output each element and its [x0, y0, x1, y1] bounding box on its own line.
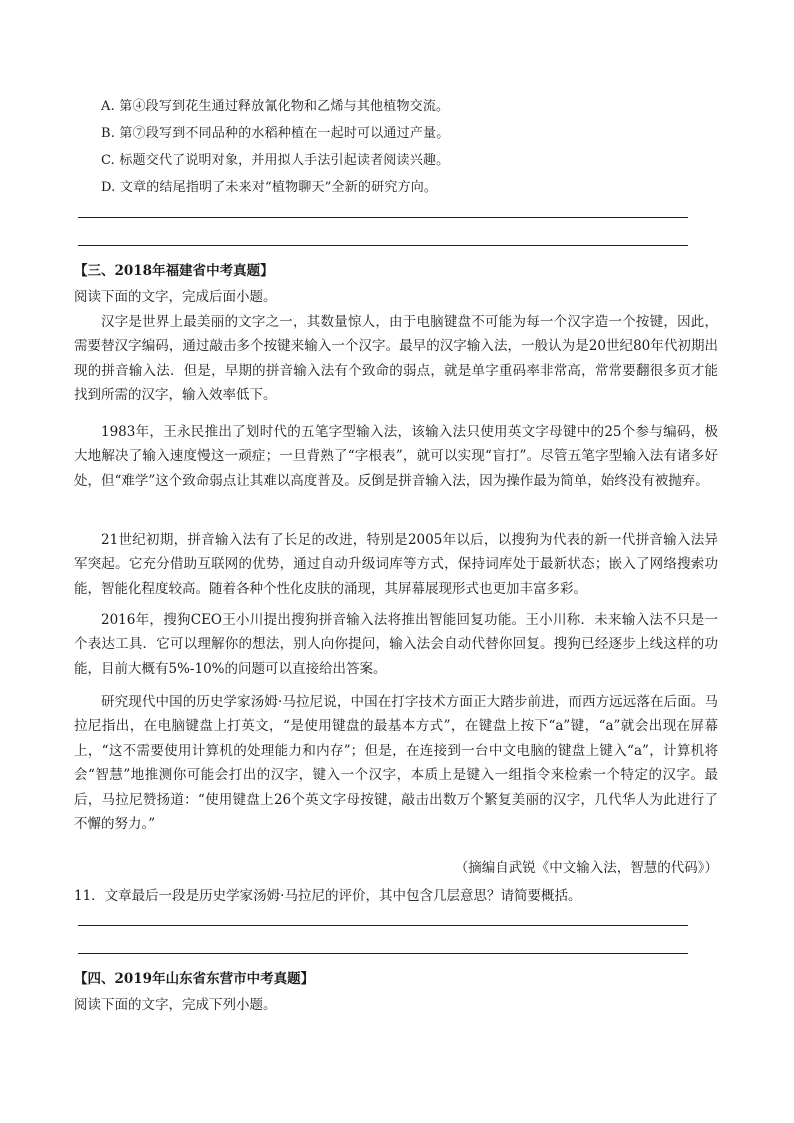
option-a: A. 第④段写到花生通过释放氰化物和乙烯与其他植物交流。 — [101, 99, 450, 114]
paragraph: 汉字是世界上最美丽的文字之一，其数量惊人，由于电脑键盘不可能为每一个汉字造一个按键，因此，需要替汉字编码，通过敲击多个按键来输入一个汉字。最早的汉字输入法，一般认为是20世纪80年代初期出现的拼音输入法．但是，早期的拼音输入法有个致命的弱点，就是单字重码率非常高，常常要翻很多页才能找到所需的汉字，输入效率低下。 — [74, 314, 718, 404]
option-b: B. 第⑦段写到不同品种的水稻种植在一起时可以通过产量。 — [101, 126, 450, 141]
answer-line — [78, 217, 688, 218]
question-11: 11．文章最后一段是历史学家汤姆·马拉尼的评价，其中包含几层意思？请简要概括。 — [74, 888, 582, 904]
option-d: D. 文章的结尾指明了未来对“植物聊天”全新的研究方向。 — [101, 180, 438, 195]
section-instruction: 阅读下面的文字，完成下列小题。 — [74, 997, 277, 1013]
answer-line — [78, 925, 688, 926]
answer-line — [78, 245, 688, 246]
section-heading: 【三、2018年福建省中考真题】 — [74, 263, 274, 279]
paragraph: 21世纪初期，拼音输入法有了长足的改进，特别是2005年以后，以搜狗为代表的新一代拼音输入法异军突起。它充分借助互联网的优势，通过自动升级词库等方式，保持词库处于最新状态；嵌入了网络搜索功能，智能化程度较高。随着各种个性化皮肤的涌现，其屏幕展现形式也更加丰富多彩。 — [74, 532, 718, 597]
source-citation: （摘编自武锐《中文输入法，智慧的代码》） — [454, 860, 718, 876]
paragraph: 1983年，王永民推出了划时代的五笔字型输入法，该输入法只使用英文字母键中的25个参与编码，极大地解决了输入速度慢这一顽症；一旦背熟了“字根表”，就可以实现“盲打”。尽管五笔字型输入法有诸多好处，但“难学”这个致命弱点让其难以高度普及。反倒是拼音输入法，因为操作最为简单，始终没有被抛弃。 — [74, 424, 718, 489]
option-c: C. 标题交代了说明对象，并用拟人手法引起读者阅读兴趣。 — [101, 153, 450, 168]
section-instruction: 阅读下面的文字，完成后面小题。 — [74, 289, 277, 305]
section-heading: 【四、2019年山东省东营市中考真题】 — [74, 971, 315, 987]
paragraph: 2016年，搜狗CEO王小川提出搜狗拼音输入法将推出智能回复功能。王小川称．未来输入法不只是一个表达工具．它可以理解你的想法，别人向你提问，输入法会自动代替你回复。搜狗已经逐步上线这样的功能，目前大概有5%-10%的问题可以直接给出答案。 — [74, 612, 718, 677]
paragraph: 研究现代中国的历史学家汤姆·马拉尼说，中国在打字技术方面正大踏步前进，而西方远远落在后面。马拉尼指出，在电脑键盘上打英文，“是使用键盘的最基本方式”，在键盘上按下“a”键，“a”就会出现在屏幕上，“这不需要使用计算机的处理能力和内存”；但是，在连接到一台中文电脑的键盘上键入“a”，计算机将会“智慧”地推测你可能会打出的汉字，键入一个汉字，本质上是键入一组指令来检索一个特定的汉字。最后，马拉尼赞扬道：“使用键盘上26个英文字母按键，敲击出数万个繁复美丽的汉字，几代华人为此进行了不懈的努力。” — [74, 694, 718, 833]
answer-line — [78, 953, 688, 954]
